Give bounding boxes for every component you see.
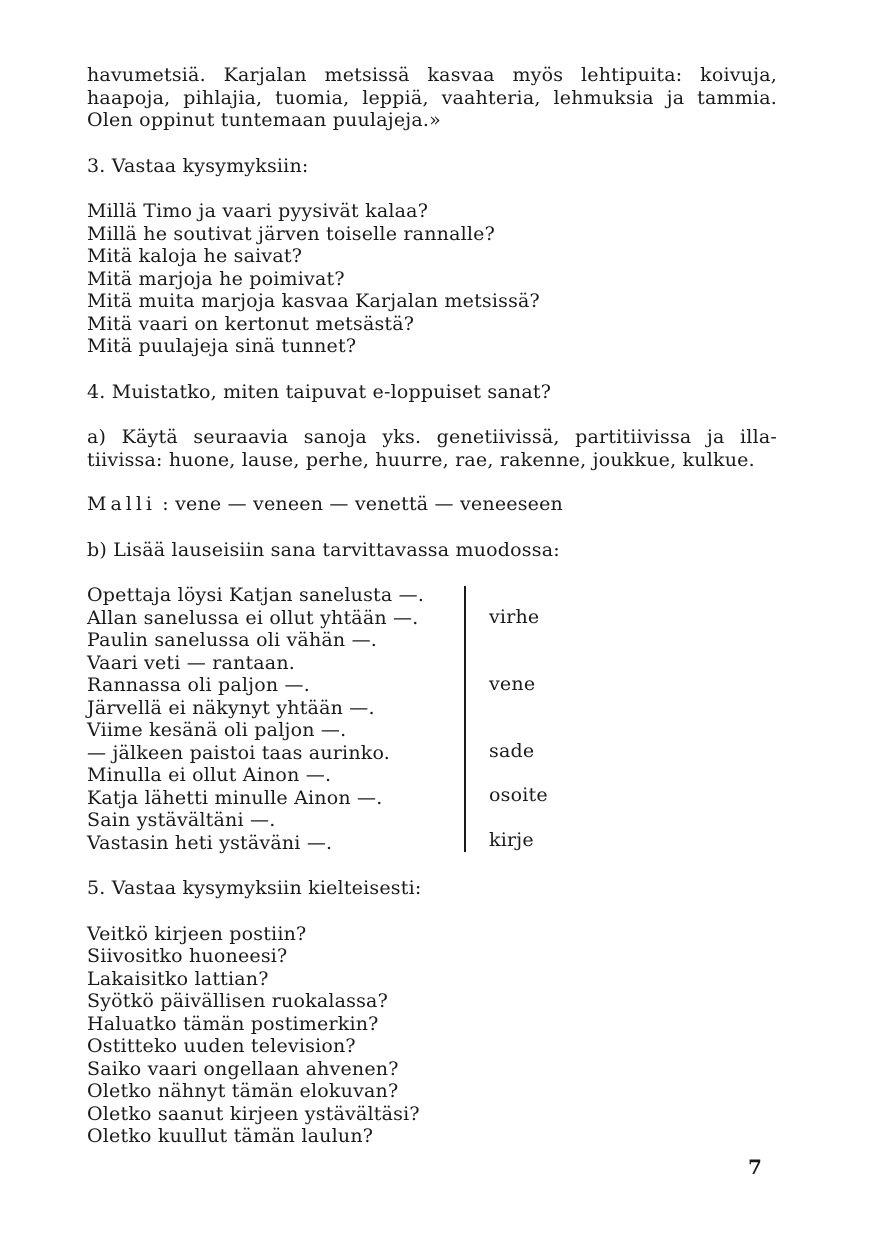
malli-text: : vene — veneen — venettä — veneeseen [162,493,563,515]
page-number: 7 [748,1155,762,1179]
exercise-3-questions [87,200,777,358]
word-item: kirje [489,829,534,851]
sentence: Viime kesänä oli paljon —. [87,719,347,741]
sentence: Vastasin heti ystäväni —. [87,831,333,854]
question: Saiko vaari ongellaan ahvenen? [87,1057,399,1080]
malli-label: Malli [87,493,157,515]
question: Veitkö kirjeen postiin? [87,922,307,945]
exercise-4a [87,426,777,471]
question: Oletko nähnyt tämän elokuvan? [87,1080,399,1102]
exercise-4a-line: tiivissa: huone, lause, perhe, huurre, rae, rakenne, joukkue, kulkue. [87,448,755,471]
exercise-4b-word-list [489,584,689,854]
intro-line: havumetsiä. Karjalan metsissä kasvaa myös lehtipuita: koivuja, [87,64,777,86]
exercise-4b-block [87,584,777,854]
question: Mitä vaari on kertonut metsästä? [87,312,415,335]
word-item: vene [489,673,536,695]
intro-line: Olen oppinut tuntemaan puulajeja.» [87,109,441,131]
exercise-5-heading: 5. Vastaa kysymyksiin kielteisesti: [87,877,422,899]
exercise-4b-heading: b) Lisää lauseisiin sana tarvittavassa muodossa: [87,538,560,561]
question: Haluatko tämän postimerkin? [87,1012,379,1035]
question: Mitä muita marjoja kasvaa Karjalan metsissä? [87,290,540,312]
word-item: virhe [489,606,540,628]
exercise-4-heading: 4. Muistatko, miten taipuvat e-loppuiset sanat? [87,380,552,403]
intro-paragraph [87,64,777,132]
question: Lakaisitko lattian? [87,967,269,990]
question: Millä he soutivat järven toiselle rannalle? [87,222,495,245]
sentence: Järvellä ei näkynyt yhtään —. [87,696,375,719]
sentence: Katja lähetti minulle Ainon —. [87,786,383,809]
textbook-page [87,64,777,1148]
intro-line: haapoja, pihlajia, tuomia, leppiä, vaahteria, lehmuksia ja tammia. [87,86,777,109]
sentence: Rannassa oli paljon —. [87,674,310,696]
sentence: Opettaja löysi Katjan sanelusta —. [87,584,425,606]
question: Ostitteko uuden television? [87,1035,356,1057]
question: Oletko kuullut tämän laulun? [87,1125,374,1147]
question: Oletko saanut kirjeen ystävältäsi? [87,1102,420,1125]
question: Siivositko huoneesi? [87,945,288,967]
question: Mitä kaloja he saivat? [87,245,303,267]
exercise-5-questions [87,923,777,1148]
question: Syötkö päivällisen ruokalassa? [87,990,388,1012]
sentence: Allan sanelussa ei ollut yhtään —. [87,606,419,629]
sentence: Paulin sanelussa oli vähän —. [87,629,378,651]
sentence: Vaari veti — rantaan. [87,651,296,674]
sentence: Sain ystävältäni —. [87,809,276,831]
question: Mitä puulajeja sinä tunnet? [87,335,357,357]
word-item: osoite [489,784,548,806]
question: Mitä marjoja he poimivat? [87,267,345,290]
sentence: — jälkeen paistoi taas aurinko. [87,741,391,764]
sentence: Minulla ei ollut Ainon —. [87,764,332,786]
word-item: sade [489,740,535,762]
exercise-3-heading: 3. Vastaa kysymyksiin: [87,154,309,177]
question: Millä Timo ja vaari pyysivät kalaa? [87,200,429,222]
exercise-4b-sentences [87,584,465,854]
exercise-4a-line: a) Käytä seuraavia sanoja yks. genetiivissä, partitiivissa ja illa- [87,426,777,448]
column-divider [464,586,466,852]
malli-example [87,493,777,516]
